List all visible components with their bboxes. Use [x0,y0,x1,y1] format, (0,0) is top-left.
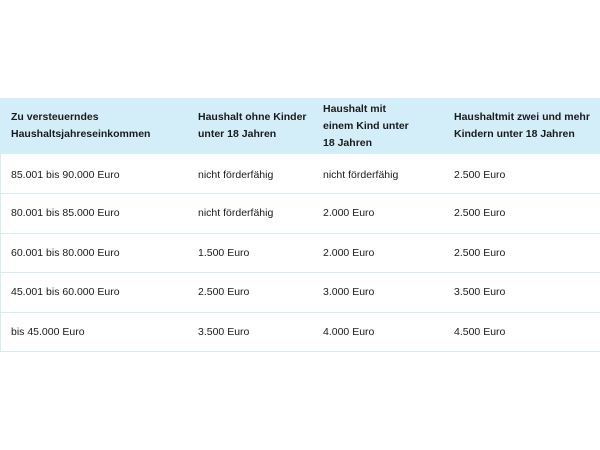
table-left-border [0,98,1,352]
cell-two-plus-children: 2.500 Euro [454,246,506,259]
cell-two-plus-children: 2.500 Euro [454,168,506,181]
header-income: Zu versteuerndes Haushaltsjahreseinkommen [11,111,151,140]
cell-no-children: nicht förderfähig [198,207,274,220]
cell-two-plus-children: 2.500 Euro [454,207,506,220]
table-header [0,98,600,154]
funding-table-container [0,98,600,352]
cell-no-children: 1.500 Euro [198,246,250,259]
cell-income: 60.001 bis 80.000 Euro [11,246,120,259]
header-one-child: Haushalt mit einem Kind unter 18 Jahren [323,102,409,149]
header-two-plus-children: Haushaltmit zwei und mehr Kindern unter 18 Jahren [454,111,590,140]
table-row [0,312,600,352]
cell-two-plus-children: 3.500 Euro [454,286,506,299]
cell-income: 85.001 bis 90.000 Euro [11,168,120,181]
table-row [0,233,600,273]
cell-no-children: 2.500 Euro [198,286,250,299]
table-row [0,273,600,313]
cell-two-plus-children: 4.500 Euro [454,325,506,338]
cell-income: 45.001 bis 60.000 Euro [11,286,120,299]
header-no-children: Haushalt ohne Kinder unter 18 Jahren [198,111,307,140]
cell-income: 80.001 bis 85.000 Euro [11,207,120,220]
cell-no-children: 3.500 Euro [198,325,250,338]
cell-one-child: nicht förderfähig [323,168,399,181]
cell-one-child: 2.000 Euro [323,207,375,220]
table-body [0,154,600,352]
cell-one-child: 2.000 Euro [323,246,375,259]
cell-one-child: 3.000 Euro [323,286,375,299]
table-row [0,194,600,234]
funding-table [0,98,600,352]
cell-one-child: 4.000 Euro [323,325,375,338]
cell-income: bis 45.000 Euro [11,325,85,338]
cell-no-children: nicht förderfähig [198,168,274,181]
table-row [0,154,600,194]
header-row [0,98,600,154]
